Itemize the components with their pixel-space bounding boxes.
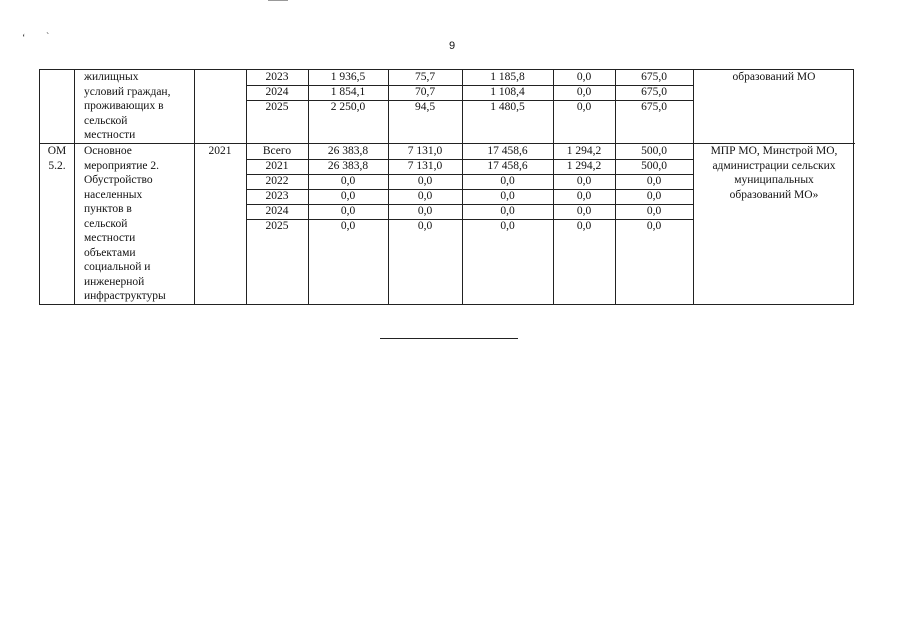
total-cell: 0,0: [340, 205, 356, 217]
program-table: [39, 69, 854, 305]
value-cell: 75,7: [414, 71, 436, 83]
value-cell: 17 458,6: [487, 160, 528, 172]
value-cell: 1 185,8: [490, 71, 525, 83]
value-cell: 0,0: [576, 220, 592, 232]
value-cell: 675,0: [641, 86, 667, 98]
value-cell: 0,0: [576, 175, 592, 187]
value-cell: 7 131,0: [407, 160, 443, 172]
end-rule: [380, 338, 518, 339]
desc-line: местности: [84, 129, 136, 141]
value-cell: 1 108,4: [490, 86, 525, 98]
total-cell: 1 854,1: [330, 86, 366, 98]
value-cell: 0,0: [500, 190, 515, 202]
year-cell: 2024: [265, 86, 289, 98]
value-cell: 0,0: [500, 205, 515, 217]
total-cell: 0,0: [340, 175, 356, 187]
desc-line: условий граждан,: [84, 85, 171, 98]
total-cell: 0,0: [340, 220, 356, 232]
col-divider: [74, 70, 75, 304]
year-cell: 2021: [265, 160, 289, 172]
value-cell: 0,0: [646, 220, 662, 232]
value-cell: 0,0: [417, 220, 433, 232]
value-cell: 500,0: [641, 145, 667, 157]
value-cell: 94,5: [414, 101, 436, 113]
scan-speck: `: [46, 32, 50, 43]
desc-line: жилищных: [84, 71, 139, 83]
value-cell: 500,0: [641, 160, 667, 172]
value-cell: 0,0: [646, 190, 662, 202]
top-scan-mark: [268, 0, 288, 1]
year-cell: 2025: [265, 101, 289, 113]
year-cell: Всего: [262, 145, 292, 157]
value-cell: 0,0: [576, 101, 592, 113]
total-cell: 2 250,0: [330, 101, 366, 113]
total-cell: 26 383,8: [327, 145, 369, 157]
measure-code: ОМ 5.2.: [47, 145, 67, 172]
year-cell: 2023: [265, 71, 289, 83]
measure-description: Основное мероприятие 2. Обустройство населенных пунктов в сельской местности объектами социальной и инженерной инфраструктуры: [84, 145, 166, 302]
total-cell: 26 383,8: [327, 160, 369, 172]
total-cell: 1 936,5: [330, 71, 366, 83]
desc-line: проживающих в: [84, 100, 164, 112]
scan-speck: ‘: [22, 33, 26, 44]
page-number: 9: [448, 40, 456, 52]
desc-line: сельской: [84, 114, 128, 127]
task-description: [84, 70, 194, 143]
value-cell: 1 294,2: [566, 145, 602, 157]
value-cell: 0,0: [417, 175, 433, 187]
start-year-cell: 2021: [208, 145, 232, 157]
value-cell: 0,0: [576, 71, 592, 83]
value-cell: 17 458,6: [487, 145, 528, 157]
year-cell: 2024: [265, 205, 289, 217]
year-cell: 2022: [265, 175, 289, 187]
value-cell: 0,0: [646, 205, 662, 217]
value-cell: 0,0: [646, 175, 662, 187]
value-cell: 0,0: [500, 175, 515, 187]
col-divider: [194, 70, 195, 304]
year-cell: 2023: [265, 190, 289, 202]
value-cell: 675,0: [641, 71, 667, 83]
value-cell: 7 131,0: [407, 145, 443, 157]
value-cell: 1 480,5: [490, 101, 525, 113]
value-cell: 1 294,2: [566, 160, 602, 172]
responsible-cell: образований МО: [732, 71, 816, 83]
year-cell: 2025: [265, 220, 289, 232]
total-cell: 0,0: [340, 190, 356, 202]
value-cell: 70,7: [414, 86, 436, 98]
value-cell: 675,0: [641, 101, 667, 113]
value-cell: 0,0: [576, 86, 592, 98]
value-cell: 0,0: [417, 190, 433, 202]
value-cell: 0,0: [500, 220, 515, 232]
value-cell: 0,0: [576, 205, 592, 217]
value-cell: 0,0: [576, 190, 592, 202]
responsible-cell: МПР МО, Минстрой МО, администрации сельских муниципальных образований МО»: [710, 145, 838, 201]
value-cell: 0,0: [417, 205, 433, 217]
